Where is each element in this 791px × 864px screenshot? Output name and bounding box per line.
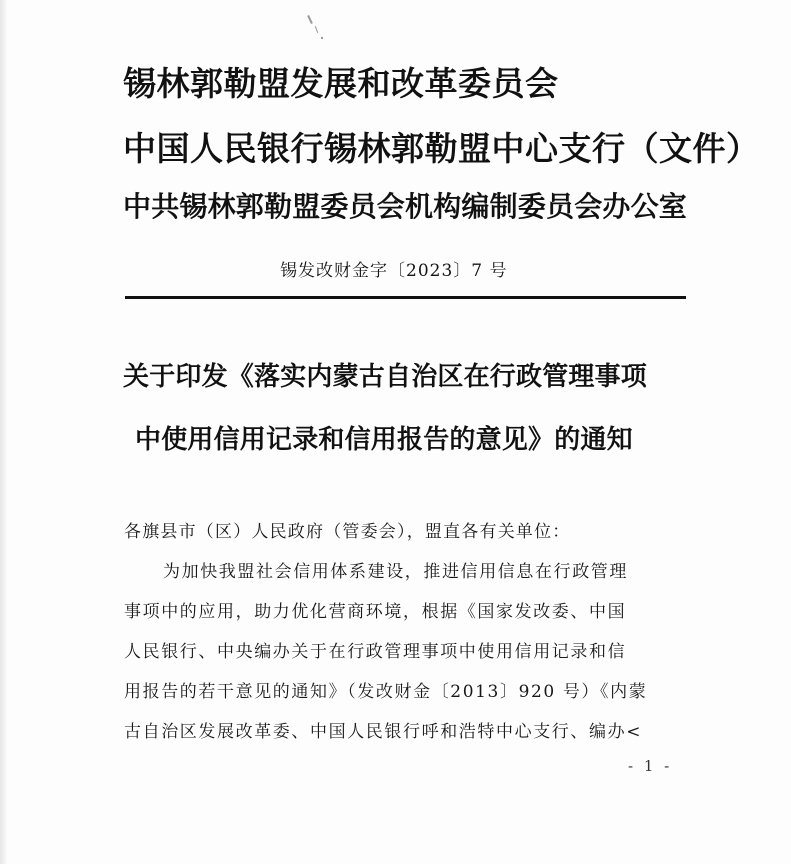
salutation: 各旗县市（区）人民政府（管委会），盟直各有关单位： <box>124 522 571 542</box>
scan-speck <box>321 37 323 39</box>
header-divider <box>125 296 686 299</box>
issuing-org-staffing-office: 中共锡林郭勒盟委员会机构编制委员会办公室 <box>123 190 688 223</box>
body-line: 用报告的若干意见的通知》（发改财金〔2013〕920 号）《内蒙 <box>124 682 648 702</box>
body-line: 为加快我盟社会信用体系建设，推进信用信息在行政管理 <box>163 562 628 582</box>
scan-speck <box>315 26 318 33</box>
document-number: 锡发改财金字〔2023〕7 号 <box>280 261 508 281</box>
body-line: 古自治区发展改革委、中国人民银行呼和浩特中心支行、编办< <box>124 722 643 742</box>
page-number: - 1 - <box>628 757 673 775</box>
body-line: 人民银行、中央编办关于在行政管理事项中使用信用记录和信 <box>124 642 627 662</box>
issuing-org-ndrc: 锡林郭勒盟发展和改革委员会 <box>123 64 559 103</box>
scan-shadow <box>0 0 8 864</box>
document-title-line-2: 中使用信用记录和信用报告的意见》的通知 <box>135 425 633 455</box>
document-title-line-1: 关于印发《落实内蒙古自治区在行政管理事项 <box>123 362 648 392</box>
body-line: 事项中的应用，助力优化营商环境，根据《国家发改委、中国 <box>124 602 627 622</box>
scan-speck <box>307 15 313 24</box>
issuing-org-pboc: 中国人民银行锡林郭勒盟中心支行（文件） <box>123 129 760 168</box>
